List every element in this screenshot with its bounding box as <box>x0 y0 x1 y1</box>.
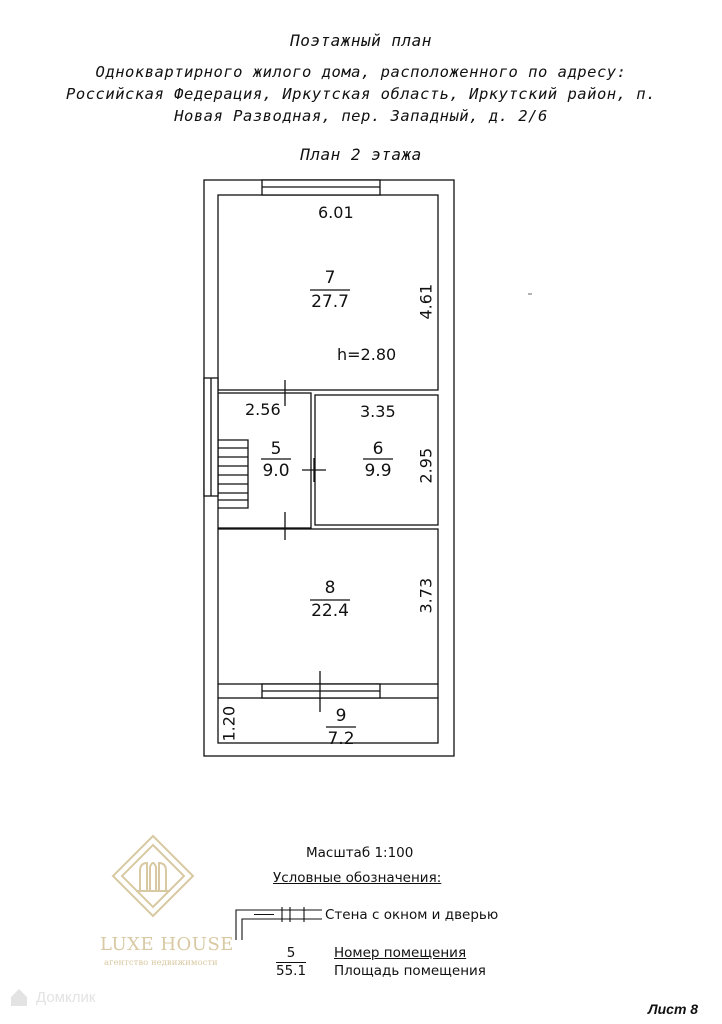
room-5-number: 5 <box>270 439 282 459</box>
room-9-number: 9 <box>335 706 347 726</box>
room-8-length: 3.73 <box>416 577 436 614</box>
wall-legend-icon <box>234 906 324 942</box>
room-7-number: 7 <box>324 268 336 288</box>
address-line-1: Одноквартирного жилого дома, расположенного по адресу: <box>95 63 627 81</box>
room-7-width: 6.01 <box>318 203 354 222</box>
room-6-width: 3.35 <box>360 402 396 421</box>
area-legend-label: Площадь помещения <box>334 963 486 979</box>
stairs <box>218 440 248 508</box>
room-9-area: 7.2 <box>327 729 355 749</box>
room-8-area: 22.4 <box>311 601 349 621</box>
logo-tagline: агентство недвижимости <box>104 958 218 968</box>
legend-title: Условные обозначения: <box>273 870 442 886</box>
watermark-text: Домклик <box>36 988 96 1006</box>
scale-label: Масштаб 1:100 <box>306 845 414 861</box>
address-line-2: Российская Федерация, Иркутская область, Иркутский район, п. <box>66 85 656 103</box>
room-7-height: h=2.80 <box>337 345 397 364</box>
address-line-3: Новая Разводная, пер. Западный, д. 2/6 <box>174 107 548 125</box>
luxe-house-logo-icon <box>110 833 196 919</box>
room-5-width: 2.56 <box>245 400 281 419</box>
sample-area: 55.1 <box>276 963 307 979</box>
house-icon <box>8 986 30 1008</box>
logo-name: LUXE HOUSE <box>100 934 234 955</box>
room-6-number: 6 <box>372 439 384 459</box>
sheet-number: Лист 8 <box>648 1001 699 1017</box>
room-5-area: 9.0 <box>262 461 290 481</box>
sample-number: 5 <box>286 945 296 961</box>
wall-legend-label: Стена с окном и дверью <box>325 907 499 923</box>
domclick-watermark <box>8 986 95 1008</box>
room-9-length: 1.20 <box>219 705 239 742</box>
room-7-length: 4.61 <box>416 283 436 320</box>
room-8-number: 8 <box>324 578 336 598</box>
room-7-area: 27.7 <box>311 292 349 312</box>
room-6-length: 2.95 <box>416 447 436 484</box>
number-legend-label: Номер помещения <box>334 945 467 961</box>
room-6-area: 9.9 <box>364 461 392 481</box>
floor-title: План 2 этажа <box>300 145 422 164</box>
plan-title: Поэтажный план <box>290 31 432 50</box>
